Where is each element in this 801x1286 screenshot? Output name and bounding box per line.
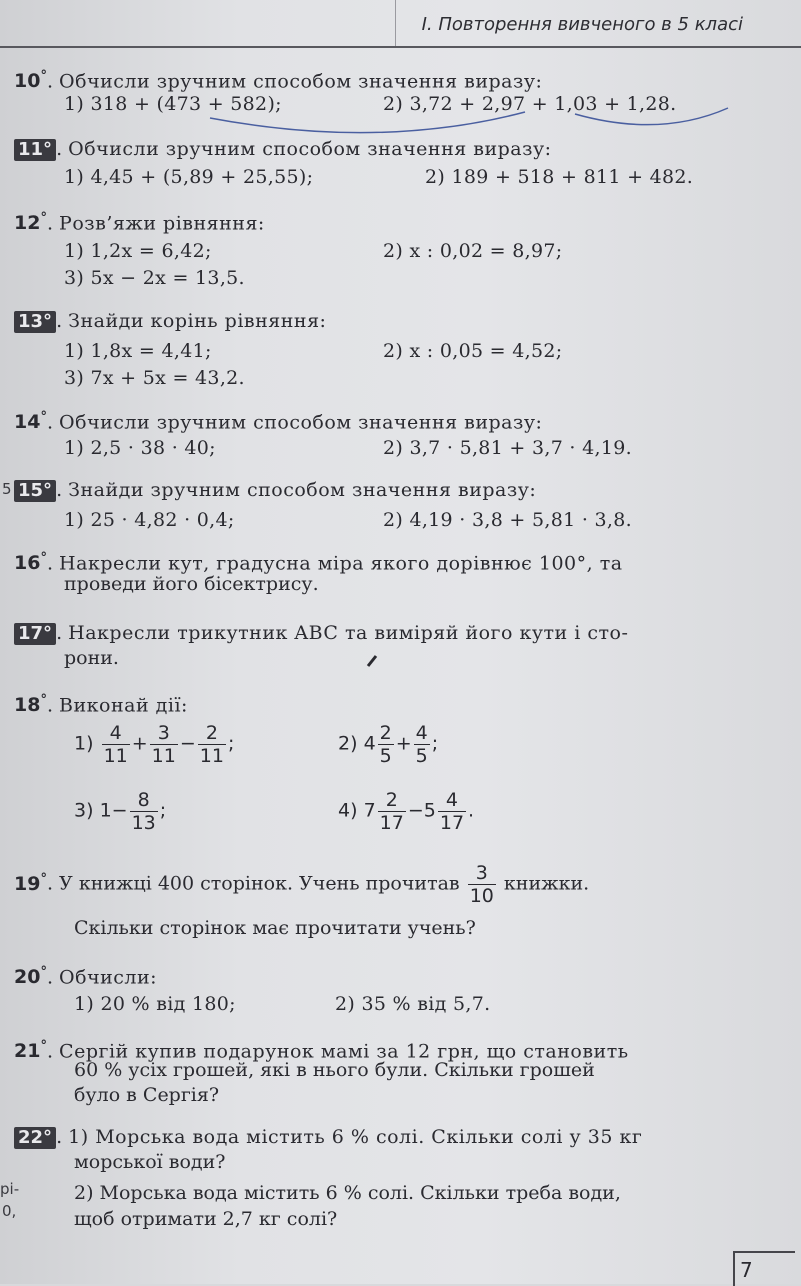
problem-number: 19°: [14, 871, 47, 895]
fraction: $\frac{4}{17}$: [439, 789, 465, 834]
problem-text-line-4: щоб отримати 2,7 кг солі?: [74, 1208, 338, 1230]
item-1: 1) $\frac{4}{11}$ + $\frac{3}{11}$ − $\frac{2}{11}$ ;: [74, 722, 235, 767]
item-2: 2) x : 0,05 = 4,52;: [383, 340, 563, 362]
problem-text-line-1: Накресли трикутник ABC та виміряй його кути і сто-: [68, 622, 629, 644]
item-2: 2) 35 % від 5,7.: [335, 993, 491, 1015]
fraction: $\frac{2}{17}$: [379, 789, 404, 834]
problem-text-line-3: було в Сергія?: [74, 1084, 220, 1106]
fraction: $\frac{2}{11}$: [199, 722, 224, 767]
problem-number: 13°: [14, 311, 56, 333]
fraction: $\frac{3}{11}$: [151, 722, 176, 767]
fraction: $\frac{8}{13}$: [131, 789, 156, 834]
problem-11: 11° . Обчисли зручним способом значення виразу:: [14, 136, 781, 162]
item-2: 2) 3,72 + 2,97 + 1,03 + 1,28.: [383, 93, 677, 115]
fraction: $\frac{3}{10}$: [469, 862, 494, 907]
item-2: 2) 189 + 518 + 811 + 482.: [425, 166, 694, 188]
item-2: 2) 4 $\frac{2}{5}$ + $\frac{4}{5}$ ;: [338, 722, 439, 767]
item-2: 2) x : 0,02 = 8,97;: [383, 240, 563, 262]
problem-21: 21°. Сергій купив подарунок мамі за 12 грн, що становить: [14, 1039, 629, 1063]
item-4: 4) 7 $\frac{2}{17}$ −5 $\frac{4}{17}$ .: [338, 789, 475, 834]
problem-text-line-1: Сергій купив подарунок мамі за 12 грн, що становить: [59, 1040, 629, 1063]
problem-title: Знайди зручним способом значення виразу:: [68, 479, 537, 501]
margin-number: 5: [2, 480, 12, 498]
problem-text-line-2: Скільки сторінок має прочитати учень?: [74, 917, 476, 939]
problem-16: 16°. Накресли кут, градусна міра якого дорівнює 100°, та: [14, 551, 623, 575]
problem-text-line-3: 2) Морська вода містить 6 % солі. Скільки треба води,: [74, 1182, 621, 1204]
problem-22: 22° . 1) Морська вода містить 6 % солі. Скільки солі у 35 кг: [14, 1124, 781, 1150]
problem-19: 19°. У книжці 400 сторінок. Учень прочитав $\frac{3}{10}$ книжки.: [14, 862, 590, 907]
pen-dot: [364, 652, 384, 672]
item-2: 2) 4,19 · 3,8 + 5,81 · 3,8.: [383, 509, 632, 531]
item-3: 3) 5x − 2x = 13,5.: [64, 267, 245, 289]
problem-text-line-2: рони.: [64, 647, 119, 669]
fraction: $\frac{4}{5}$: [415, 722, 428, 767]
problem-title: Обчисли зручним способом значення виразу:: [59, 411, 543, 434]
problem-12: 12°. Розв’яжи рівняння:: [14, 211, 265, 235]
problem-title: Знайди корінь рівняння:: [68, 310, 327, 332]
problem-title: Обчисли зручним способом значення виразу:: [59, 70, 543, 93]
problem-number: 10°: [14, 69, 47, 93]
margin-text: 0,: [2, 1202, 17, 1220]
problem-number: 16°: [14, 551, 47, 575]
problem-title: Виконай дії:: [59, 694, 188, 717]
problem-number: 17°: [14, 623, 56, 645]
item-1: 1) 4,45 + (5,89 + 25,55);: [64, 166, 314, 188]
problem-text-line-1: 1) Морська вода містить 6 % солі. Скільки солі у 35 кг: [68, 1126, 643, 1148]
problem-number: 11°: [14, 139, 56, 161]
problem-title: Обчисли зручним способом значення виразу:: [68, 138, 552, 160]
pen-marks: [0, 0, 801, 140]
problem-18: 18°. Виконай дії:: [14, 693, 188, 717]
problem-number: 15°: [14, 480, 56, 502]
item-1: 1) 2,5 · 38 · 40;: [64, 437, 216, 459]
problem-text-line-2: морської води?: [74, 1151, 226, 1173]
problem-17: 17° . Накресли трикутник ABC та виміряй його кути і сто-: [14, 620, 781, 646]
item-1: 1) 1,2x = 6,42;: [64, 240, 212, 262]
page-number: 7: [740, 1258, 753, 1282]
margin-text: рі-: [0, 1180, 20, 1198]
item-3: 3) 7x + 5x = 43,2.: [64, 367, 245, 389]
problem-10: 10°. Обчисли зручним способом значення виразу:: [14, 69, 543, 93]
problem-number: 18°: [14, 693, 47, 717]
item-1: 1) 20 % від 180;: [74, 993, 236, 1015]
problem-number: 20°: [14, 965, 47, 989]
problem-20: 20°. Обчисли:: [14, 965, 158, 989]
item-1: 1) 318 + (473 + 582);: [64, 93, 282, 115]
problem-title: Розв’яжи рівняння:: [59, 212, 265, 235]
item-1: 1) 1,8x = 4,41;: [64, 340, 212, 362]
problem-13: 13° . Знайди корінь рівняння:: [14, 308, 781, 334]
problem-text-line-1: Накресли кут, градусна міра якого дорівнює 100°, та: [59, 552, 623, 575]
problem-number: 22°: [14, 1127, 56, 1149]
problem-text-line-2: 60 % усіх грошей, які в нього були. Скільки грошей: [74, 1059, 595, 1081]
item-2: 2) 3,7 · 5,81 + 3,7 · 4,19.: [383, 437, 632, 459]
fraction: $\frac{2}{5}$: [379, 722, 392, 767]
problem-14: 14°. Обчисли зручним способом значення виразу:: [14, 410, 543, 434]
problem-number: 21°: [14, 1039, 47, 1063]
problem-number: 12°: [14, 211, 47, 235]
problem-text-line-2: проведи його бісектрису.: [64, 573, 319, 595]
header-title: І. Повторення вивченого в 5 класі: [421, 14, 743, 35]
fraction: $\frac{4}{11}$: [103, 722, 128, 767]
item-3: 3) 1− $\frac{8}{13}$ ;: [74, 789, 167, 834]
problem-number: 14°: [14, 410, 47, 434]
problem-title: Обчисли:: [59, 966, 158, 989]
problem-15: 15° . Знайди зручним способом значення виразу:: [14, 477, 781, 503]
item-1: 1) 25 · 4,82 · 0,4;: [64, 509, 235, 531]
